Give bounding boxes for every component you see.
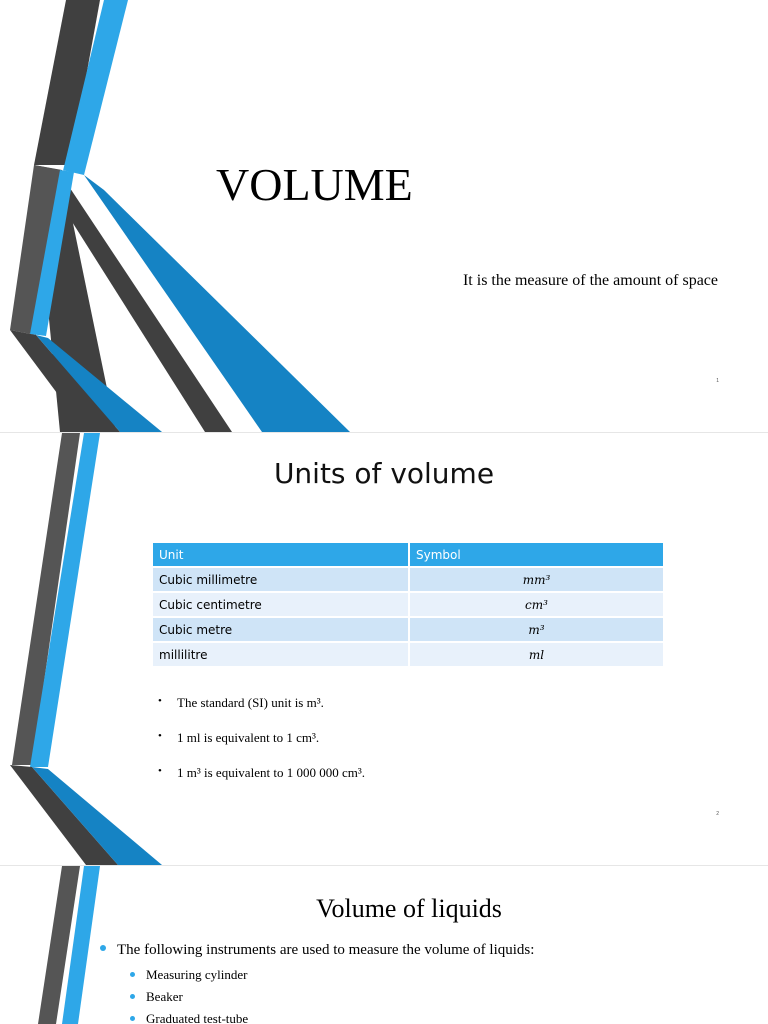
list-item-text: Beaker bbox=[146, 989, 183, 1004]
list-item-text: Measuring cylinder bbox=[146, 967, 248, 982]
table-cell-symbol: ml bbox=[409, 642, 664, 666]
table-cell-unit: millilitre bbox=[153, 642, 409, 666]
slide-1 bbox=[0, 0, 768, 432]
list-item bbox=[130, 989, 183, 1005]
bullet-icon bbox=[130, 1016, 135, 1021]
list-item-text: Graduated test-tube bbox=[146, 1011, 249, 1024]
bullet-item: • 1 m³ is equivalent to 1 000 000 cm³. bbox=[158, 765, 365, 800]
slide-2 bbox=[0, 433, 768, 865]
table-header-symbol: Symbol bbox=[409, 543, 664, 567]
table-row bbox=[153, 642, 664, 666]
table-cell-symbol: m³ bbox=[409, 617, 664, 642]
bullet-icon bbox=[130, 972, 135, 977]
slide-3 bbox=[0, 866, 768, 1024]
table-row bbox=[153, 592, 664, 617]
table-cell-symbol: mm³ bbox=[409, 567, 664, 592]
page-number: 1 bbox=[716, 378, 719, 384]
bullet-list bbox=[158, 695, 365, 800]
bullet-icon bbox=[100, 945, 106, 951]
table-cell-unit: Cubic centimetre bbox=[153, 592, 409, 617]
table-row bbox=[153, 567, 664, 592]
table-cell-unit: Cubic metre bbox=[153, 617, 409, 642]
bullet-icon bbox=[130, 994, 135, 999]
units-table bbox=[153, 543, 665, 666]
bullet-item: • 1 ml is equivalent to 1 cm³. bbox=[158, 730, 365, 765]
list-item bbox=[130, 967, 247, 983]
list-item-text: The following instruments are used to measure the volume of liquids: bbox=[117, 942, 535, 958]
table-row bbox=[153, 617, 664, 642]
slide-subtitle: It is the measure of the amount of space bbox=[462, 272, 718, 289]
decorative-stripes bbox=[0, 0, 768, 432]
list-item bbox=[130, 1011, 248, 1024]
table-header-row bbox=[153, 543, 664, 567]
slide-title: VOLUME bbox=[216, 159, 413, 210]
slide-title: Volume of liquids bbox=[316, 894, 502, 923]
bullet-item: • The standard (SI) unit is m³. bbox=[158, 695, 365, 730]
table-cell-symbol: cm³ bbox=[409, 592, 664, 617]
list-item bbox=[100, 942, 534, 959]
slide-title: Units of volume bbox=[273, 457, 495, 490]
table-header-unit: Unit bbox=[153, 543, 409, 567]
table-cell-unit: Cubic millimetre bbox=[153, 567, 409, 592]
page-number: 2 bbox=[716, 811, 719, 817]
